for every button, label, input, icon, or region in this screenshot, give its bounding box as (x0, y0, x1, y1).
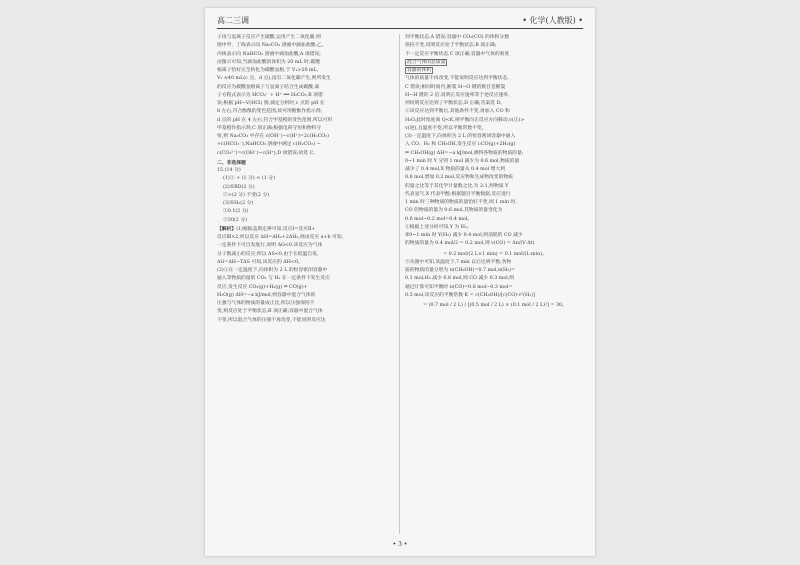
text-line: 15.(14 分) (217, 168, 241, 173)
text-line: 反应,发生反应 CO₂(g)+H₂(g) ⇌ CO(g)+ (217, 284, 308, 290)
text-line: 子再与氢离子反应产生碳酸,运用产生二氧化碳,则 (217, 35, 321, 40)
right-text-column (405, 34, 585, 310)
text-line: (2)①在一定温度下,向体积为 2 L 的恒容密闭容器中 (217, 268, 328, 273)
text-line: ①根据上述分析可知,Y 为 H₂。 (405, 224, 472, 230)
text-line: ②该反应达到平衡后,其他条件不变,再加入 CO 和 (405, 109, 510, 115)
text-line: 不变,所以混合气体的压强不再改变,不能说明反应达 (217, 317, 326, 323)
text-line: 恒,则 Na₂CO₃ 中存在 c(OH⁻)−c(H⁺)=2c(H₂CO₃) (217, 134, 329, 139)
text-line: ⇌ CH₃OH(g) ΔH=−a kJ/mol,测得各物质的物质的量: (405, 150, 524, 156)
text-line: 由图示可知,当滴加盐酸的体积为 20 mL 时,碳酸 (217, 59, 321, 65)
text-line: 不一定反应平衡状态,C 项正确;容器中气体的密度 (405, 51, 510, 57)
text-line: 二、非选择题 (217, 159, 246, 166)
text-line: ②0~1 min 时 Y(H₂) 减少 0.4 mol,则消耗的 CO 减少 (405, 233, 523, 238)
text-line: 一定条件下可自发进行,说明 ΔG<0,该反应为气体 (217, 243, 323, 249)
text-line: 根离子恰好完全转化为碳酸氢根,于 V₁>20 mL, (217, 68, 319, 73)
analysis-tag: 【解析】 (217, 225, 237, 232)
text-line: 误;根据 pH−V(HCl) 图,滴定分析时,c 点的 pH 在 (217, 101, 325, 106)
text-line: 则说明反应达到了平衡状态,D 正确;答案选 D。 (405, 101, 506, 106)
text-line: c(CO₃²⁻)=c(OH⁻)−c(H⁺),D 项错误;故选 C。 (217, 150, 319, 156)
text-line (405, 59, 585, 67)
text-line: H−H 键的 2 倍,说明正反应速率等于逆反应速率, (405, 92, 510, 98)
text-line: 0.6 mol,增加 0.2 mol,反应物和生成物改变的物质 (405, 175, 513, 181)
text-line: (3)一定温度下,向体积为 2 L 的恒容密闭容器中通入 (405, 134, 516, 139)
boxed-fraction-term: 混合气体的总质量 (407, 59, 446, 65)
document-page (205, 8, 595, 556)
text-line: 的量之比等于其化学计量数之比,为 2:1,则物质 Y (405, 183, 509, 189)
text-line: 到平衡状态,A 错误;容器中 CO₂(CO) 的体积分数 (405, 35, 510, 40)
text-line: = (0.7 mol / 2 L) / [(0.5 mol / 2 L) × (0.1 mol / 2 L)²] = 30。 (423, 303, 567, 308)
text-line: 0~1 min 时 Y 分别 1 mol 减少为 0.6 mol,物质的量 (405, 158, 520, 164)
text-line: 分子数减小的反应,所以 ΔS<0,由于在低温自发, (217, 251, 319, 257)
text-line: (3)①H₂(2 分) (223, 201, 254, 206)
text-line: ②>(2 分) 不变(2 分) (223, 192, 270, 198)
text-line: 压强与气体的物质的量成正比,所以压强保持不 (217, 301, 315, 306)
text-line: ②0.1(2 分) (223, 209, 249, 215)
text-line: ③30(2 分) (223, 217, 248, 223)
text-line: (1)① + (1 分) < (1 分) (223, 176, 275, 182)
text-line: 保持不变,说明反应处于平衡状态,B 项正确; (405, 43, 497, 49)
text-line: +c(HCO₃⁻),NaHCO₃ 溶液中满足 c(H₂CO₃) − (217, 142, 321, 148)
text-line: 图中甲、丁线表示向 Na₂CO₃ 溶液中滴加盐酸;乙、 (217, 43, 327, 49)
text-line: 1 min 时三种物质的物质的量恰好不变,则 1 min 时, (405, 200, 517, 205)
column-divider (399, 34, 400, 534)
text-line: 8 左右,符合酚酞的变色范围,故可用酚酞作指示剂; (217, 109, 323, 115)
text-line: 减少了 0.4 mol,X 物质的量从 0.4 mol 增大到 (405, 167, 506, 172)
boxed-fraction-term: 容器的体积 (407, 68, 431, 73)
text-line: 变,则反应处于平衡状态,B 项正确;容器中混合气体 (217, 309, 323, 315)
text-line: d 点的 pH 在 4 左右,符合甲基橙的变色范围,所以可用 (217, 117, 333, 123)
text-line: (2)①BD(2 分) (223, 184, 255, 190)
text-line: H₂O,此时浓度商 Q<K,则平衡向正反应方向移动,v(正)> (405, 117, 525, 123)
text-line: 入 CO、H₂ 和 CH₃OH,发生反应 ⅰ:CO(g)+2H₂(g) (405, 142, 516, 148)
text-line: CO 的物质的量为 0.6 mol,其物质的量变化为 (405, 208, 503, 214)
page-number: • 3 • (392, 541, 408, 548)
text-line: 子方程式表示为 HCO₃⁻ + H⁺ ══ H₂CO₃,B 项错 (217, 92, 323, 98)
text-line: 0.6 mol−0.2 mol=0.4 mol。 (405, 216, 473, 222)
text-line: 代表氢气,X 代表甲醇;根据题目平衡数据,反应进行 (405, 191, 511, 197)
text-line: 【解析】(1)根据盖斯定律可知,反应Ⅰ=反应Ⅱ+ (217, 225, 316, 232)
text-line: 反应Ⅲ×2,所以反应 ΔH=ΔH₂+2ΔH₃,则由反应 a+b 可知, (217, 235, 344, 240)
header-exam-title: 高二三调 (217, 16, 249, 25)
text-line: 甲基橙作指示剂,C 项正确;根据电荷守恒和物料守 (217, 125, 322, 131)
text-line: v(逆),且温度不变,所以平衡常数不变。 (405, 125, 487, 131)
text-line: V₂ ≈40 mL(c 点、d 点),没有二氧化碳产生,则所发生 (217, 76, 331, 82)
page-header (217, 14, 583, 29)
text-line: ③从图中可知,该温度下,7 min 以后达到平衡,各物 (405, 259, 512, 265)
text-line: 0.5 mol,该反应的平衡常数 K = c(CH₃OH)/[c(CO)·c²(H₂)] (405, 292, 535, 298)
text-line: H₂O(g) ΔH=−x kJ/mol,则容器中混合气体的 (217, 292, 316, 298)
text-line: C 错误;相同时间内,断裂 H−O 键的数目是断裂 (405, 84, 506, 90)
text-line: 的物质的量为 0.4 mol/2 = 0.2 mol,则 v(CO) = Δn/(V·Δt) (405, 241, 535, 247)
text-line: 质的物质的量分别为 n(CH₃OH)=0.7 mol,n(H₂)= (405, 268, 516, 273)
text-line: 气体的质量不再改变,不能说明反应达到平衡状态, (405, 76, 509, 82)
text-line: 通入等物质的量的 CO₂ 与 H₂ 在一定条件下发生反应 (217, 276, 330, 282)
text-line (405, 67, 585, 75)
text-line: = 0.2 mol/(2 L×1 min) = 0.1 mol/(L·min)。 (443, 251, 547, 257)
text-line: 通过计算可知平衡时 n(CO)=0.8 mol−0.3 mol= (405, 284, 513, 290)
left-text-column (217, 34, 397, 325)
text-line: 0.1 mol,H₂ 减少 0.6 mol,则 CO 减少 0.3 mol,则 (405, 276, 515, 282)
header-subject: • 化学(人教版) • (522, 16, 583, 25)
text-line: 丙线表示向 NaHCO₃ 溶液中滴加盐酸,A 项错误; (217, 51, 321, 57)
text-line: 的反应为碳酸氢根离子与氢离子结合生成碳酸,离 (217, 84, 320, 90)
text-line: ΔG=ΔH−TΔS 可知,该反应的 ΔH<0。 (217, 259, 303, 265)
